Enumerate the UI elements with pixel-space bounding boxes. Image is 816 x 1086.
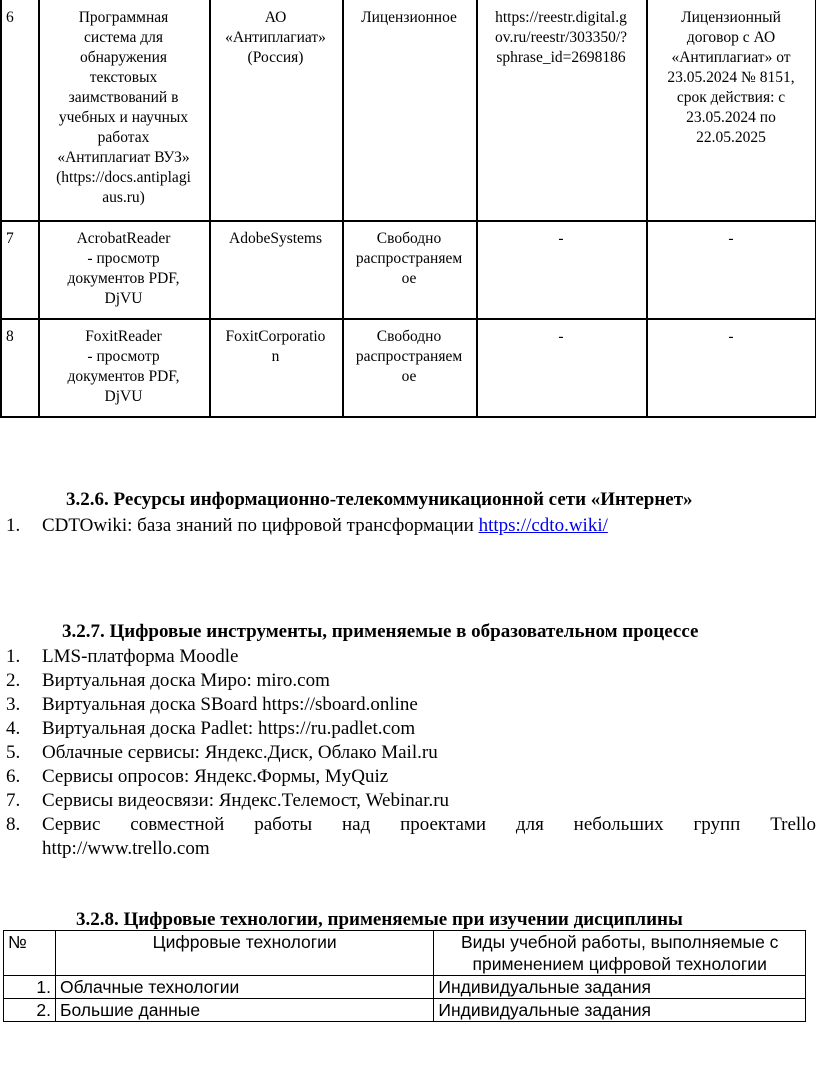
cell-line: - xyxy=(728,328,734,345)
section-3-2-6-title: 3.2.6. Ресурсы информационно-телекоммуникационной сети «Интернет» xyxy=(66,489,693,510)
cell-line: документов PDF, xyxy=(67,270,180,287)
cell-line: заимствований в xyxy=(68,89,179,106)
cell-line: - xyxy=(558,328,564,345)
list-word: проектами xyxy=(400,814,487,835)
cell-line: система для xyxy=(84,29,163,46)
license-doc-cell xyxy=(646,327,816,347)
license-doc-cell xyxy=(646,229,816,249)
list-number: 6. xyxy=(6,766,21,787)
cdto-wiki-link[interactable]: https://cdto.wiki/ xyxy=(478,515,608,536)
software-name-cell xyxy=(38,8,209,208)
cell-line: распространяем xyxy=(355,348,463,365)
cell-line: sphrase_id=2698186 xyxy=(496,49,626,66)
cell-line: Лицензионное xyxy=(361,9,457,26)
cell-line: DjVU xyxy=(104,290,143,307)
digital-technologies-table xyxy=(3,930,806,1022)
cell-line: АО xyxy=(264,9,287,26)
cell-line: Свободно xyxy=(376,328,442,345)
list-number: 1. xyxy=(6,515,21,536)
cell-line: документов PDF, xyxy=(67,368,180,385)
table-header-row xyxy=(4,931,806,976)
cell-line: - xyxy=(558,230,564,247)
list-word: Сервис xyxy=(42,814,101,835)
header-work-types: Виды учебной работы, выполняемые с применением цифровой технологии xyxy=(434,931,806,976)
license-doc-cell xyxy=(646,8,816,148)
cell-line: ое xyxy=(401,270,417,287)
section-3-2-8-title: 3.2.8. Цифровые технологии, применяемые при изучении дисциплины xyxy=(76,909,683,930)
list-word: над xyxy=(341,814,371,835)
list-text: Виртуальная доска SBoard https://sboard.online xyxy=(42,694,418,715)
row-work-type: Индивидуальные задания xyxy=(434,976,806,999)
cell-line: AcrobatReader xyxy=(76,230,171,247)
list-number: 8. xyxy=(6,814,21,835)
cell-line: FoxitCorporatio xyxy=(225,328,326,345)
list-number: 1. xyxy=(6,646,21,667)
cell-line: учебных и научных xyxy=(58,109,189,126)
list-word: для xyxy=(515,814,544,835)
cell-line: Свободно xyxy=(376,230,442,247)
cell-line: срок действия: с xyxy=(676,89,786,106)
list-word: небольших xyxy=(573,814,664,835)
cell-line: «Антиплагиат ВУЗ» xyxy=(57,149,190,166)
cell-line: 23.05.2024 № 8151, xyxy=(667,69,795,86)
registry-cell xyxy=(476,327,646,347)
row-number: 8 xyxy=(6,328,14,345)
license-type-cell xyxy=(342,229,476,289)
cell-line: https://reestr.digital.g xyxy=(495,9,627,26)
row-number: 1. xyxy=(4,976,56,999)
table-grid-line xyxy=(0,416,816,418)
list-word: групп xyxy=(693,814,741,835)
list-word: совместной xyxy=(130,814,225,835)
row-work-type: Индивидуальные задания xyxy=(434,999,806,1022)
header-technologies: Цифровые технологии xyxy=(55,931,433,976)
list-number: 2. xyxy=(6,670,21,691)
cell-line: Программная xyxy=(78,9,169,26)
list-text: Виртуальная доска Миро: miro.com xyxy=(42,670,330,691)
cell-line: ое xyxy=(401,368,417,385)
table-row xyxy=(4,999,806,1022)
row-technology: Большие данные xyxy=(55,999,433,1022)
registry-cell xyxy=(476,8,646,68)
cell-line: договор с АО xyxy=(686,29,776,46)
list-number: 3. xyxy=(6,694,21,715)
list-text: Сервисы видеосвязи: Яндекс.Телемост, Webinar.ru xyxy=(42,790,450,811)
license-type-cell xyxy=(342,327,476,387)
cell-line: 22.05.2025 xyxy=(696,129,766,146)
cell-line: FoxitReader xyxy=(85,328,162,345)
software-name-cell xyxy=(38,327,209,407)
software-name-cell xyxy=(38,229,209,309)
cell-line: Лицензионный xyxy=(681,9,781,26)
software-table xyxy=(0,0,816,419)
list-text: Облачные сервисы: Яндекс.Диск, Облако Mail.ru xyxy=(42,742,438,763)
cell-line: - просмотр xyxy=(87,348,160,365)
list-text: LMS-платформа Moodle xyxy=(42,646,239,667)
vendor-cell xyxy=(209,8,342,68)
vendor-cell xyxy=(209,229,342,249)
registry-cell xyxy=(476,229,646,249)
cell-line: 23.05.2024 по xyxy=(686,109,776,126)
cell-line: n xyxy=(271,348,280,365)
cell-line: распространяем xyxy=(355,250,463,267)
cell-line: - просмотр xyxy=(87,250,160,267)
cell-line: aus.ru) xyxy=(102,189,145,206)
list-text xyxy=(42,514,608,538)
list-word: работы xyxy=(254,814,313,835)
cell-line: DjVU xyxy=(104,388,143,405)
list-number: 4. xyxy=(6,718,21,739)
cell-line: «Антиплагиат» от xyxy=(671,49,791,66)
cell-line: «Антиплагиат» xyxy=(225,29,326,46)
cell-line: текстовых xyxy=(89,69,158,86)
list-number: 5. xyxy=(6,742,21,763)
cell-line: (https://docs.antiplagi xyxy=(56,169,191,186)
table-row xyxy=(4,976,806,999)
header-number: № xyxy=(4,931,56,976)
list-number: 7. xyxy=(6,790,21,811)
list-word: Trello xyxy=(770,814,816,835)
cell-line: (Россия) xyxy=(247,49,304,66)
cell-line: AdobeSystems xyxy=(229,230,322,247)
list-text: Сервисы опросов: Яндекс.Формы, MyQuiz xyxy=(42,766,389,787)
resource-description: CDTOwiki: база знаний по цифровой трансформации xyxy=(42,515,479,536)
cell-line: работах xyxy=(97,129,150,146)
table-grid-line xyxy=(0,0,2,417)
vendor-cell xyxy=(209,327,342,367)
cell-line: ov.ru/reestr/303350/? xyxy=(495,29,627,46)
list-text xyxy=(42,813,816,837)
list-text-continuation: http://www.trello.com xyxy=(42,838,210,859)
license-type-cell xyxy=(342,8,476,28)
table-grid-line xyxy=(0,318,816,320)
row-number: 7 xyxy=(6,230,14,247)
row-number: 6 xyxy=(6,9,14,26)
section-3-2-7-title: 3.2.7. Цифровые инструменты, применяемые в образовательном процессе xyxy=(62,621,699,642)
row-number: 2. xyxy=(4,999,56,1022)
list-text: Виртуальная доска Padlet: https://ru.padlet.com xyxy=(42,718,416,739)
table-grid-line xyxy=(0,220,816,222)
cell-line: - xyxy=(728,230,734,247)
cell-line: обнаружения xyxy=(79,49,167,66)
row-technology: Облачные технологии xyxy=(55,976,433,999)
